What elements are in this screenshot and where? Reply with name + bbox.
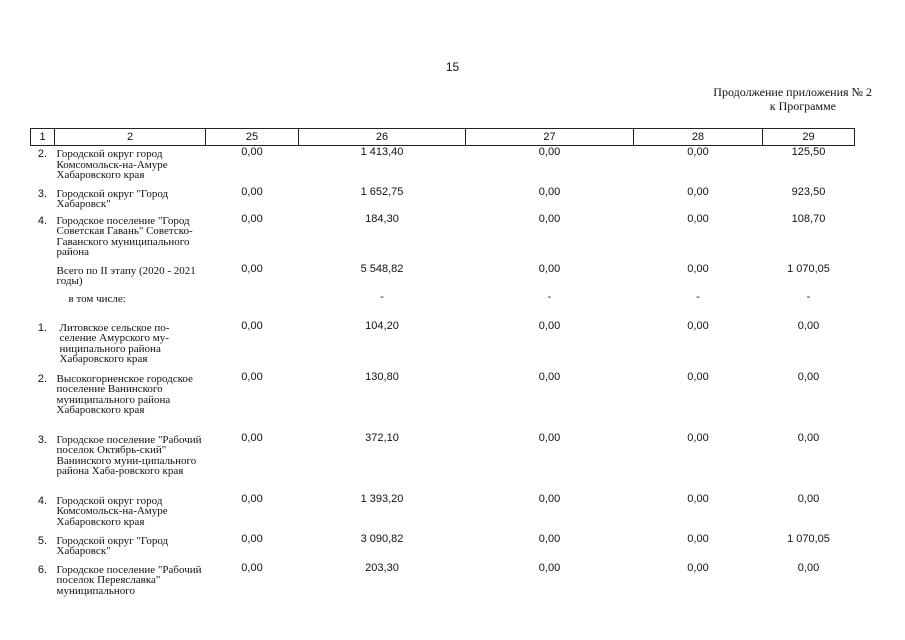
value-cell: 0,00 — [687, 370, 709, 383]
value-cell: 0,00 — [687, 185, 709, 198]
table-row — [31, 320, 855, 371]
value-cell: 0,00 — [687, 319, 709, 332]
value-cell: 0,00 — [241, 262, 263, 275]
table-row — [31, 371, 855, 432]
row-number — [31, 263, 55, 291]
value-cell: 130,80 — [365, 370, 399, 383]
row-name: Городской округ город Комсомольск-на-Амуре Хабаровского края — [56, 494, 168, 528]
value-cell: 0,00 — [797, 561, 820, 574]
row-name: в том числе: — [68, 292, 126, 305]
col-header: 29 — [763, 129, 855, 146]
value-cell: 104,20 — [365, 319, 399, 332]
value-cell: 108,70 — [791, 212, 826, 225]
value-cell: 0,00 — [687, 561, 709, 574]
appendix-caption-line1: Продолжение приложения № 2 — [713, 85, 872, 99]
row-number: 3. — [37, 433, 48, 446]
value-cell: 0,00 — [241, 146, 263, 158]
row-number: 4. — [37, 494, 48, 507]
row-name: Городской округ "Город Хабаровск" — [56, 187, 169, 210]
value-cell: 0,00 — [538, 492, 561, 505]
value-cell: 1 413,40 — [360, 146, 404, 158]
value-cell: 125,50 — [791, 146, 826, 158]
row-name: Всего по II этапу (2020 - 2021 годы) — [56, 264, 196, 287]
row-name: Высокогорненское городское поселение Ванинского муниципального района Хабаровского края — [56, 372, 193, 416]
value-cell: 0,00 — [687, 431, 709, 444]
value-cell: 0,00 — [538, 185, 561, 198]
value-cell: 3 090,82 — [360, 532, 404, 545]
value-cell: 0,00 — [538, 532, 561, 545]
value-cell: 0,00 — [241, 532, 263, 545]
value-cell: 0,00 — [241, 319, 263, 332]
value-cell: 0,00 — [538, 146, 561, 158]
value-cell: 0,00 — [241, 492, 263, 505]
value-cell: 0,00 — [538, 212, 561, 225]
col-header: 26 — [299, 129, 466, 146]
col-header: 28 — [634, 129, 763, 146]
row-number: 4. — [37, 214, 48, 227]
value-cell: 0,00 — [241, 185, 263, 198]
value-cell: 184,30 — [365, 212, 399, 225]
table-row-subheading — [31, 291, 855, 320]
value-cell: 0,00 — [687, 212, 709, 225]
value-cell: 0,00 — [538, 431, 561, 444]
value-cell: 0,00 — [241, 370, 263, 383]
value-cell: 0,00 — [241, 561, 263, 574]
col-header: 27 — [466, 129, 634, 146]
value-cell: 0,00 — [687, 532, 709, 545]
row-name: Городское поселение "Рабочий поселок Октябрь-ский" Ванинского муни-ципального района Хаба-ровского края — [56, 433, 202, 477]
value-cell: 0,00 — [538, 319, 561, 332]
value-cell: 0,00 — [687, 146, 709, 158]
value-cell: 372,10 — [365, 431, 399, 444]
value-cell: 923,50 — [791, 185, 826, 198]
value-cell: 5 548,82 — [360, 262, 404, 275]
row-number: 5. — [37, 534, 48, 547]
table-row — [31, 562, 855, 602]
value-cell: 0,00 — [797, 431, 820, 444]
value-cell: 0,00 — [241, 212, 263, 225]
row-name: Городское поселение "Город Советская Гавань" Советско-Гаванского муниципального района — [56, 214, 193, 258]
value-cell: 0,00 — [538, 262, 561, 275]
value-cell: 1 652,75 — [360, 185, 404, 198]
appendix-caption — [600, 85, 872, 113]
value-cell: 0,00 — [538, 370, 561, 383]
value-cell — [206, 291, 299, 320]
table-row — [31, 146, 855, 186]
value-cell: - — [806, 290, 811, 303]
row-name: Городской округ "Город Хабаровск" — [56, 534, 169, 557]
value-cell: 203,30 — [365, 561, 399, 574]
value-cell: - — [696, 290, 700, 303]
row-name: Литовское сельское по-селение Амурского му-ниципального района Хабаровского края — [59, 321, 170, 365]
budget-table — [30, 128, 855, 602]
row-number — [31, 291, 55, 320]
value-cell: 0,00 — [687, 262, 709, 275]
table-header-row — [31, 129, 855, 146]
value-cell: - — [547, 290, 552, 303]
page-number: 15 — [445, 60, 460, 74]
appendix-caption-line2: к Программе — [769, 99, 836, 113]
value-cell: 0,00 — [687, 492, 709, 505]
row-number: 2. — [37, 148, 48, 160]
table-row — [31, 213, 855, 263]
value-cell: 0,00 — [538, 561, 561, 574]
row-number: 3. — [37, 187, 48, 200]
value-cell: 0,00 — [797, 370, 820, 383]
value-cell: 0,00 — [797, 319, 820, 332]
value-cell: 1 070,05 — [787, 262, 830, 275]
row-number: 2. — [37, 372, 48, 385]
col-header: 1 — [31, 129, 55, 146]
value-cell: - — [380, 290, 384, 303]
row-number: 1. — [37, 321, 48, 334]
value-cell: 0,00 — [241, 431, 263, 444]
value-cell: 1 070,05 — [787, 532, 830, 545]
row-name: Городской округ город Комсомольск-на-Амуре Хабаровского края — [56, 148, 168, 181]
col-header: 2 — [55, 129, 206, 146]
row-number: 6. — [37, 563, 48, 576]
table-row-total — [31, 263, 855, 291]
table-row — [31, 493, 855, 533]
col-header: 25 — [206, 129, 299, 146]
value-cell: 0,00 — [797, 492, 820, 505]
row-name: Городское поселение "Рабочий поселок Переяславка" муниципального — [56, 563, 202, 597]
table-row — [31, 432, 855, 493]
table-row — [31, 533, 855, 562]
table-row — [31, 186, 855, 213]
value-cell: 1 393,20 — [360, 492, 404, 505]
